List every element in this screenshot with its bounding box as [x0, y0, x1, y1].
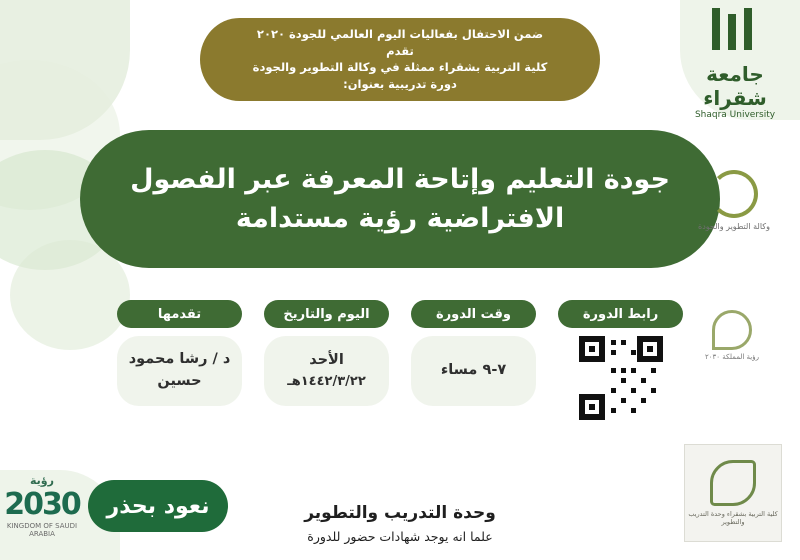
card-time-value: ٧-٩ مساء — [440, 362, 507, 379]
vision-2030-number: 2030 — [4, 487, 80, 522]
card-presenter-body — [117, 336, 242, 406]
card-date-value: الأحد — [309, 352, 344, 369]
vision-caption: رؤية المملكة ٢٠٣٠ — [704, 353, 760, 361]
card-time — [411, 300, 536, 406]
banner-line-1: ضمن الاحتفال بفعاليات اليوم العالمي للجودة ٢٠٢٠ — [256, 27, 544, 41]
vision-2030-logo — [2, 474, 82, 538]
certificate-note: علما انه يوجد شهادات حضور للدورة — [307, 529, 493, 544]
palm-icon — [712, 310, 752, 350]
training-unit-label: وحدة التدريب والتطوير — [304, 503, 496, 523]
card-time-header: وقت الدورة — [411, 300, 536, 328]
logo-vision-badge — [686, 310, 778, 361]
card-presenter — [117, 300, 242, 406]
naood-bihathar-badge — [88, 480, 228, 532]
card-presenter-value: د / رشا محمود حسين — [128, 351, 231, 389]
vision-2030-en: KINGDOM OF SAUDI ARABIA — [6, 522, 78, 538]
footer-text — [190, 503, 610, 544]
title-line-1: جودة التعليم وإتاحة المعرفة عبر الفصول — [130, 163, 670, 195]
leaf-icon — [710, 460, 756, 506]
qr-code-icon[interactable] — [579, 336, 663, 420]
card-link-body — [558, 336, 683, 420]
quality-caption: وكالة التطوير والجودة — [698, 222, 770, 231]
shaqra-mark-icon — [706, 8, 764, 58]
card-date-body — [264, 336, 389, 406]
card-date-sub: ١٤٤٢/٣/٢٢هـ — [287, 374, 366, 390]
card-link-header: رابط الدورة — [558, 300, 683, 328]
shaqra-name-en: Shaqra University — [694, 110, 776, 120]
vision-2030-ar: رؤية — [30, 474, 54, 487]
education-caption: كلية التربية بشقراء وحدة التدريب والتطوير — [688, 509, 778, 526]
card-link — [558, 300, 683, 420]
logo-shaqra-university — [680, 8, 790, 120]
naood-label: نعود بحذر — [106, 493, 210, 519]
page-title — [80, 130, 720, 268]
card-time-body — [411, 336, 536, 406]
logo-education-college — [684, 444, 782, 542]
shaqra-name-ar: جامعة شقراء — [703, 62, 767, 110]
banner-line-4: دورة تدريبية بعنوان: — [343, 77, 457, 92]
card-date-header: اليوم والتاريخ — [264, 300, 389, 328]
title-line-2: الافتراضية رؤية مستدامة — [235, 203, 565, 234]
card-presenter-header: تقدمها — [117, 300, 242, 328]
logo-quality-deanship — [682, 170, 786, 231]
banner-line-2: تقدم — [386, 43, 414, 58]
banner-line-3: كلية التربية بشقراء ممثلة في وكالة التطوير والجودة — [252, 60, 548, 75]
info-cards — [0, 300, 800, 420]
event-banner — [200, 18, 600, 101]
quality-ring-icon — [710, 170, 758, 218]
card-date — [264, 300, 389, 406]
